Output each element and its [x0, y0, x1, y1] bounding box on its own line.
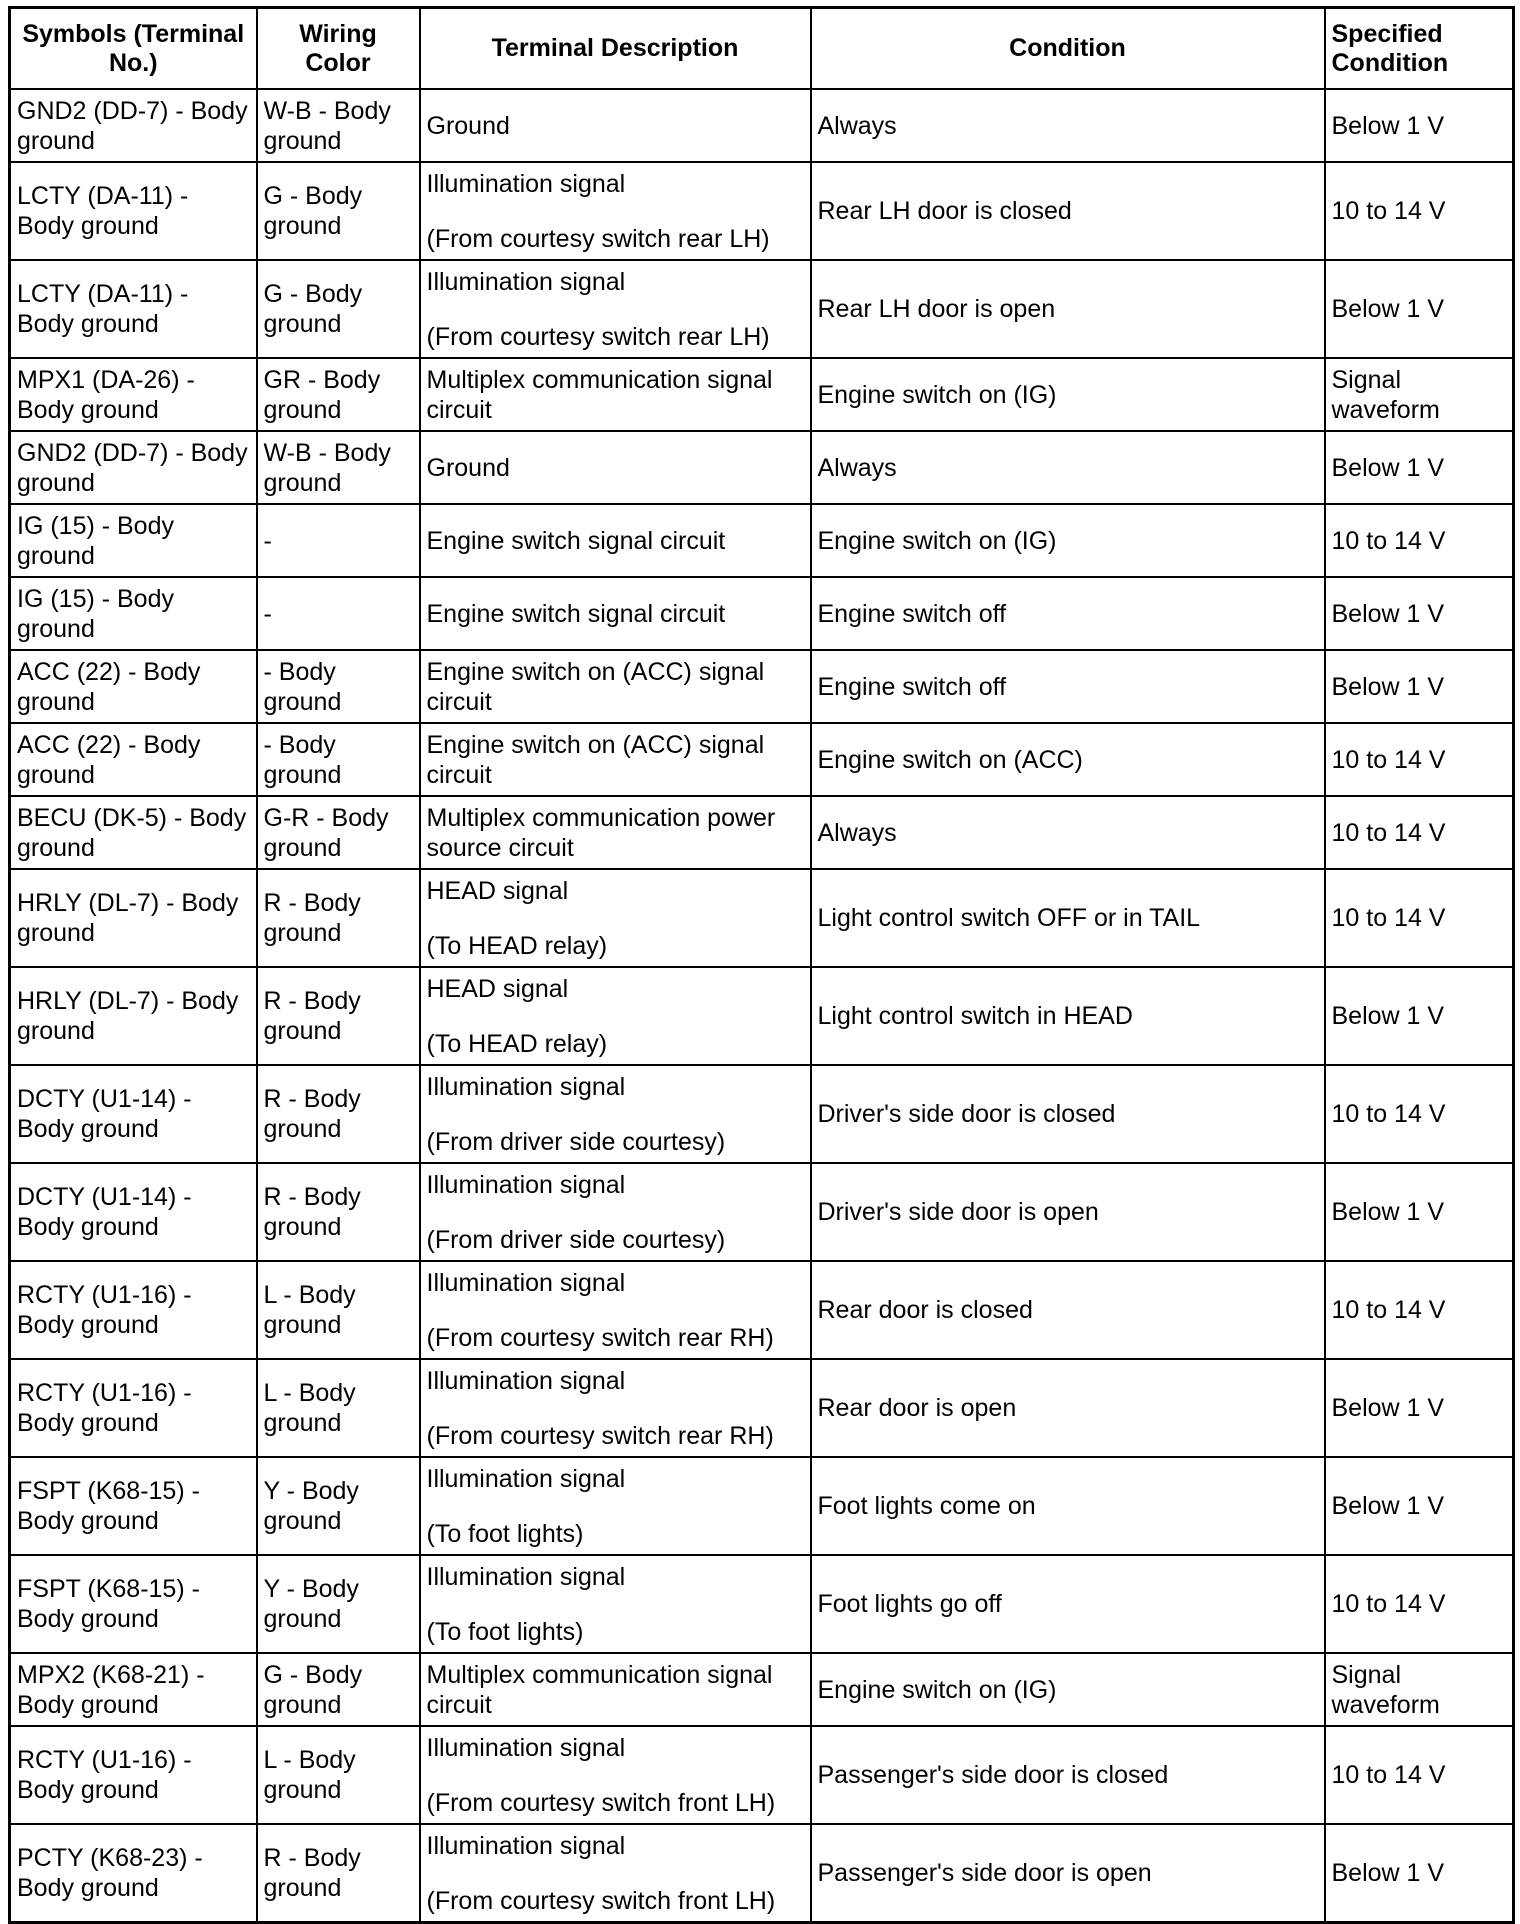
- cell-condition: [811, 577, 1325, 650]
- condition-text: Driver's side door is closed: [817, 1100, 1116, 1128]
- cell-symbol: [10, 1065, 257, 1163]
- condition-text: Driver's side door is open: [817, 1198, 1099, 1226]
- table-row: [10, 431, 1514, 504]
- cell-condition: [811, 260, 1325, 358]
- cell-symbol: [10, 504, 257, 577]
- header-row: [10, 8, 1514, 90]
- symbol-text: DCTY (U1-14) - Body ground: [17, 1085, 192, 1143]
- cell-specified-condition: [1325, 1555, 1514, 1653]
- cell-specified-condition: [1325, 869, 1514, 967]
- cell-wiring-color: [257, 1726, 420, 1824]
- wiring-color-text: G - Body ground: [263, 280, 363, 338]
- cell-condition: [811, 723, 1325, 796]
- condition-text: Foot lights come on: [817, 1492, 1036, 1520]
- cell-wiring-color: [257, 1163, 420, 1261]
- terminal-table: [8, 6, 1515, 1924]
- cell-terminal-description: [420, 1163, 811, 1261]
- cell-terminal-description: [420, 650, 811, 723]
- specified-condition-text: Below 1 V: [1331, 1394, 1445, 1422]
- description-subtext: (From driver side courtesy): [426, 1127, 726, 1156]
- description-subtext: (From courtesy switch rear LH): [426, 322, 770, 351]
- symbol-text: IG (15) - Body ground: [17, 584, 174, 643]
- table-row: [10, 1555, 1514, 1653]
- symbol-text: LCTY (DA-11) - Body ground: [17, 280, 189, 338]
- cell-wiring-color: [257, 869, 420, 967]
- table-row: [10, 723, 1514, 796]
- cell-wiring-color: [257, 89, 420, 162]
- condition-text: Rear LH door is closed: [817, 197, 1072, 225]
- cell-wiring-color: [257, 358, 420, 431]
- terminal-table-container: [8, 6, 1512, 1924]
- symbol-text: DCTY (U1-14) - Body ground: [17, 1183, 192, 1241]
- cell-terminal-description: [420, 89, 811, 162]
- cell-wiring-color: [257, 1824, 420, 1923]
- table-row: [10, 358, 1514, 431]
- cell-terminal-description: [420, 1261, 811, 1359]
- cell-symbol: [10, 869, 257, 967]
- condition-text: Foot lights go off: [817, 1590, 1002, 1618]
- description-text: Illumination signal: [426, 1366, 626, 1395]
- cell-condition: [811, 1653, 1325, 1726]
- table-row: [10, 1261, 1514, 1359]
- condition-text: Rear door is closed: [817, 1296, 1033, 1324]
- description-subtext: (From courtesy switch front LH): [426, 1886, 776, 1915]
- symbol-text: RCTY (U1-16) - Body ground: [17, 1379, 192, 1437]
- symbol-text: LCTY (DA-11) - Body ground: [17, 182, 189, 240]
- description-text: Multiplex communication signal circuit: [426, 365, 773, 424]
- cell-symbol: [10, 577, 257, 650]
- cell-specified-condition: [1325, 1824, 1514, 1923]
- condition-text: Always: [817, 111, 897, 140]
- cell-terminal-description: [420, 504, 811, 577]
- cell-specified-condition: [1325, 89, 1514, 162]
- cell-terminal-description: [420, 577, 811, 650]
- description-text: Ground: [426, 453, 510, 482]
- description-subtext: (From driver side courtesy): [426, 1225, 726, 1254]
- cell-condition: [811, 1555, 1325, 1653]
- cell-terminal-description: [420, 869, 811, 967]
- cell-terminal-description: [420, 260, 811, 358]
- cell-terminal-description: [420, 1653, 811, 1726]
- cell-symbol: [10, 1555, 257, 1653]
- description-text: Engine switch signal circuit: [426, 599, 726, 628]
- wiring-color-text: G - Body ground: [263, 1660, 363, 1719]
- cell-terminal-description: [420, 1359, 811, 1457]
- cell-condition: [811, 1359, 1325, 1457]
- cell-wiring-color: [257, 1457, 420, 1555]
- specified-condition-text: 10 to 14 V: [1331, 526, 1446, 555]
- wiring-color-text: R - Body ground: [263, 1183, 361, 1241]
- description-text: Illumination signal: [426, 1562, 626, 1591]
- cell-symbol: [10, 431, 257, 504]
- cell-condition: [811, 869, 1325, 967]
- cell-specified-condition: [1325, 723, 1514, 796]
- symbol-text: GND2 (DD-7) - Body ground: [17, 438, 248, 497]
- wiring-color-text: - Body ground: [263, 730, 342, 789]
- cell-condition: [811, 1457, 1325, 1555]
- specified-condition-text: 10 to 14 V: [1331, 197, 1446, 225]
- cell-wiring-color: [257, 796, 420, 869]
- condition-text: Engine switch on (IG): [817, 1675, 1057, 1704]
- description-subtext: (To HEAD relay): [426, 931, 608, 960]
- cell-symbol: [10, 967, 257, 1065]
- description-text: Multiplex communication signal circuit: [426, 1660, 773, 1719]
- cell-condition: [811, 1065, 1325, 1163]
- specified-condition-text: 10 to 14 V: [1331, 1100, 1446, 1128]
- specified-condition-text: Signal waveform: [1331, 365, 1440, 424]
- cell-symbol: [10, 89, 257, 162]
- cell-wiring-color: [257, 650, 420, 723]
- cell-symbol: [10, 1726, 257, 1824]
- cell-wiring-color: [257, 260, 420, 358]
- cell-symbol: [10, 260, 257, 358]
- cell-specified-condition: [1325, 967, 1514, 1065]
- description-text: HEAD signal: [426, 974, 569, 1003]
- cell-specified-condition: [1325, 162, 1514, 260]
- cell-condition: [811, 650, 1325, 723]
- description-text: Engine switch signal circuit: [426, 526, 726, 555]
- symbol-text: FSPT (K68-15) - Body ground: [17, 1477, 200, 1535]
- cell-wiring-color: [257, 1359, 420, 1457]
- cell-wiring-color: [257, 431, 420, 504]
- cell-wiring-color: [257, 1653, 420, 1726]
- wiring-color-text: R - Body ground: [263, 889, 361, 947]
- wiring-color-text: G - Body ground: [263, 182, 363, 240]
- description-text: Illumination signal: [426, 1464, 626, 1493]
- condition-text: Rear door is open: [817, 1394, 1017, 1422]
- cell-condition: [811, 358, 1325, 431]
- cell-symbol: [10, 1824, 257, 1923]
- description-text: Illumination signal: [426, 1170, 626, 1199]
- description-text: HEAD signal: [426, 876, 569, 905]
- cell-specified-condition: [1325, 1726, 1514, 1824]
- table-row: [10, 967, 1514, 1065]
- table-row: [10, 1359, 1514, 1457]
- description-text: Illumination signal: [426, 1268, 626, 1297]
- cell-specified-condition: [1325, 1261, 1514, 1359]
- condition-text: Light control switch in HEAD: [817, 1002, 1133, 1030]
- table-row: [10, 504, 1514, 577]
- header-condition: Condition: [811, 8, 1325, 90]
- cell-terminal-description: [420, 358, 811, 431]
- symbol-text: FSPT (K68-15) - Body ground: [17, 1575, 200, 1633]
- table-row: [10, 577, 1514, 650]
- description-text: Illumination signal: [426, 169, 626, 198]
- table-row: [10, 1824, 1514, 1923]
- description-subtext: (From courtesy switch rear RH): [426, 1421, 774, 1450]
- condition-text: Passenger's side door is open: [817, 1859, 1152, 1887]
- condition-text: Engine switch on (IG): [817, 526, 1057, 555]
- cell-symbol: [10, 1163, 257, 1261]
- cell-symbol: [10, 796, 257, 869]
- cell-specified-condition: [1325, 796, 1514, 869]
- wiring-color-text: G-R - Body ground: [263, 803, 389, 862]
- description-text: Ground: [426, 111, 510, 140]
- header-symbols: Symbols (Terminal No.): [10, 8, 257, 90]
- cell-terminal-description: [420, 1065, 811, 1163]
- cell-condition: [811, 89, 1325, 162]
- specified-condition-text: 10 to 14 V: [1331, 818, 1446, 847]
- symbol-text: BECU (DK-5) - Body ground: [17, 803, 247, 862]
- cell-terminal-description: [420, 967, 811, 1065]
- table-row: [10, 796, 1514, 869]
- header-specified-condition: Specified Condition: [1325, 8, 1514, 90]
- cell-specified-condition: [1325, 431, 1514, 504]
- wiring-color-text: Y - Body ground: [263, 1575, 359, 1633]
- cell-condition: [811, 1726, 1325, 1824]
- wiring-color-text: R - Body ground: [263, 987, 361, 1045]
- cell-condition: [811, 1824, 1325, 1923]
- cell-specified-condition: [1325, 358, 1514, 431]
- condition-text: Engine switch off: [817, 599, 1007, 628]
- specified-condition-text: Below 1 V: [1331, 295, 1445, 323]
- condition-text: Engine switch on (ACC): [817, 745, 1083, 774]
- cell-specified-condition: [1325, 504, 1514, 577]
- table-row: [10, 1653, 1514, 1726]
- header-terminal-description: Terminal Description: [420, 8, 811, 90]
- cell-terminal-description: [420, 1555, 811, 1653]
- cell-wiring-color: [257, 967, 420, 1065]
- specified-condition-text: Below 1 V: [1331, 111, 1445, 140]
- table-row: [10, 1065, 1514, 1163]
- table-row: [10, 650, 1514, 723]
- specified-condition-text: Below 1 V: [1331, 599, 1445, 628]
- specified-condition-text: Below 1 V: [1331, 1198, 1445, 1226]
- symbol-text: RCTY (U1-16) - Body ground: [17, 1746, 192, 1804]
- symbol-text: GND2 (DD-7) - Body ground: [17, 96, 248, 155]
- cell-condition: [811, 1163, 1325, 1261]
- condition-text: Always: [817, 453, 897, 482]
- specified-condition-text: Below 1 V: [1331, 1002, 1445, 1030]
- condition-text: Engine switch on (IG): [817, 380, 1057, 409]
- symbol-text: ACC (22) - Body ground: [17, 657, 201, 716]
- wiring-color-text: L - Body ground: [263, 1746, 356, 1804]
- cell-terminal-description: [420, 1726, 811, 1824]
- table-body: [10, 89, 1514, 1923]
- cell-symbol: [10, 1261, 257, 1359]
- table-row: [10, 1163, 1514, 1261]
- specified-condition-text: 10 to 14 V: [1331, 745, 1446, 774]
- description-subtext: (From courtesy switch rear RH): [426, 1323, 774, 1352]
- symbol-text: RCTY (U1-16) - Body ground: [17, 1281, 192, 1339]
- cell-terminal-description: [420, 723, 811, 796]
- cell-wiring-color: [257, 577, 420, 650]
- description-subtext: (To foot lights): [426, 1617, 584, 1646]
- cell-terminal-description: [420, 162, 811, 260]
- condition-text: Always: [817, 818, 897, 847]
- condition-text: Engine switch off: [817, 672, 1007, 701]
- cell-wiring-color: [257, 723, 420, 796]
- cell-symbol: [10, 1457, 257, 1555]
- cell-condition: [811, 796, 1325, 869]
- cell-symbol: [10, 1653, 257, 1726]
- symbol-text: MPX2 (K68-21) - Body ground: [17, 1660, 205, 1719]
- description-text: Multiplex communication power source circuit: [426, 803, 776, 862]
- cell-symbol: [10, 1359, 257, 1457]
- description-subtext: (To foot lights): [426, 1519, 584, 1548]
- specified-condition-text: 10 to 14 V: [1331, 1761, 1446, 1789]
- cell-terminal-description: [420, 1824, 811, 1923]
- wiring-color-text: -: [263, 599, 272, 628]
- description-subtext: (From courtesy switch front LH): [426, 1788, 776, 1817]
- cell-terminal-description: [420, 431, 811, 504]
- cell-wiring-color: [257, 1065, 420, 1163]
- description-text: Illumination signal: [426, 1831, 626, 1860]
- wiring-color-text: Y - Body ground: [263, 1477, 359, 1535]
- cell-condition: [811, 431, 1325, 504]
- wiring-color-text: L - Body ground: [263, 1379, 356, 1437]
- wiring-color-text: R - Body ground: [263, 1844, 361, 1902]
- symbol-text: HRLY (DL-7) - Body ground: [17, 889, 239, 947]
- description-subtext: (To HEAD relay): [426, 1029, 608, 1058]
- specified-condition-text: Below 1 V: [1331, 1859, 1445, 1887]
- symbol-text: MPX1 (DA-26) - Body ground: [17, 365, 195, 424]
- wiring-color-text: W-B - Body ground: [263, 96, 391, 155]
- cell-wiring-color: [257, 1555, 420, 1653]
- description-text: Illumination signal: [426, 1072, 626, 1101]
- cell-wiring-color: [257, 504, 420, 577]
- cell-specified-condition: [1325, 1359, 1514, 1457]
- cell-wiring-color: [257, 1261, 420, 1359]
- table-row: [10, 89, 1514, 162]
- cell-condition: [811, 967, 1325, 1065]
- description-text: Engine switch on (ACC) signal circuit: [426, 657, 765, 716]
- specified-condition-text: 10 to 14 V: [1331, 904, 1446, 932]
- specified-condition-text: Signal waveform: [1331, 1660, 1440, 1719]
- wiring-color-text: W-B - Body ground: [263, 438, 391, 497]
- wiring-color-text: -: [263, 526, 272, 555]
- symbol-text: PCTY (K68-23) - Body ground: [17, 1844, 203, 1902]
- cell-specified-condition: [1325, 650, 1514, 723]
- condition-text: Passenger's side door is closed: [817, 1761, 1169, 1789]
- table-row: [10, 869, 1514, 967]
- wiring-color-text: L - Body ground: [263, 1281, 356, 1339]
- table-row: [10, 162, 1514, 260]
- symbol-text: ACC (22) - Body ground: [17, 730, 201, 789]
- description-text: Engine switch on (ACC) signal circuit: [426, 730, 765, 789]
- cell-specified-condition: [1325, 1457, 1514, 1555]
- cell-terminal-description: [420, 796, 811, 869]
- description-subtext: (From courtesy switch rear LH): [426, 224, 770, 253]
- cell-symbol: [10, 162, 257, 260]
- symbol-text: IG (15) - Body ground: [17, 511, 174, 570]
- specified-condition-text: 10 to 14 V: [1331, 1590, 1446, 1618]
- cell-terminal-description: [420, 1457, 811, 1555]
- table-row: [10, 260, 1514, 358]
- cell-specified-condition: [1325, 1163, 1514, 1261]
- table-row: [10, 1457, 1514, 1555]
- cell-symbol: [10, 723, 257, 796]
- cell-wiring-color: [257, 162, 420, 260]
- cell-symbol: [10, 650, 257, 723]
- cell-specified-condition: [1325, 1653, 1514, 1726]
- wiring-color-text: GR - Body ground: [263, 365, 381, 424]
- specified-condition-text: Below 1 V: [1331, 672, 1445, 701]
- cell-specified-condition: [1325, 1065, 1514, 1163]
- wiring-color-text: R - Body ground: [263, 1085, 361, 1143]
- specified-condition-text: 10 to 14 V: [1331, 1296, 1446, 1324]
- condition-text: Rear LH door is open: [817, 295, 1056, 323]
- symbol-text: HRLY (DL-7) - Body ground: [17, 987, 239, 1045]
- cell-condition: [811, 1261, 1325, 1359]
- description-text: Illumination signal: [426, 267, 626, 296]
- cell-symbol: [10, 358, 257, 431]
- description-text: Illumination signal: [426, 1733, 626, 1762]
- header-wiring-color: Wiring Color: [257, 8, 420, 90]
- specified-condition-text: Below 1 V: [1331, 453, 1445, 482]
- wiring-color-text: - Body ground: [263, 657, 342, 716]
- cell-condition: [811, 504, 1325, 577]
- cell-specified-condition: [1325, 260, 1514, 358]
- condition-text: Light control switch OFF or in TAIL: [817, 904, 1201, 932]
- table-row: [10, 1726, 1514, 1824]
- cell-specified-condition: [1325, 577, 1514, 650]
- cell-condition: [811, 162, 1325, 260]
- specified-condition-text: Below 1 V: [1331, 1492, 1445, 1520]
